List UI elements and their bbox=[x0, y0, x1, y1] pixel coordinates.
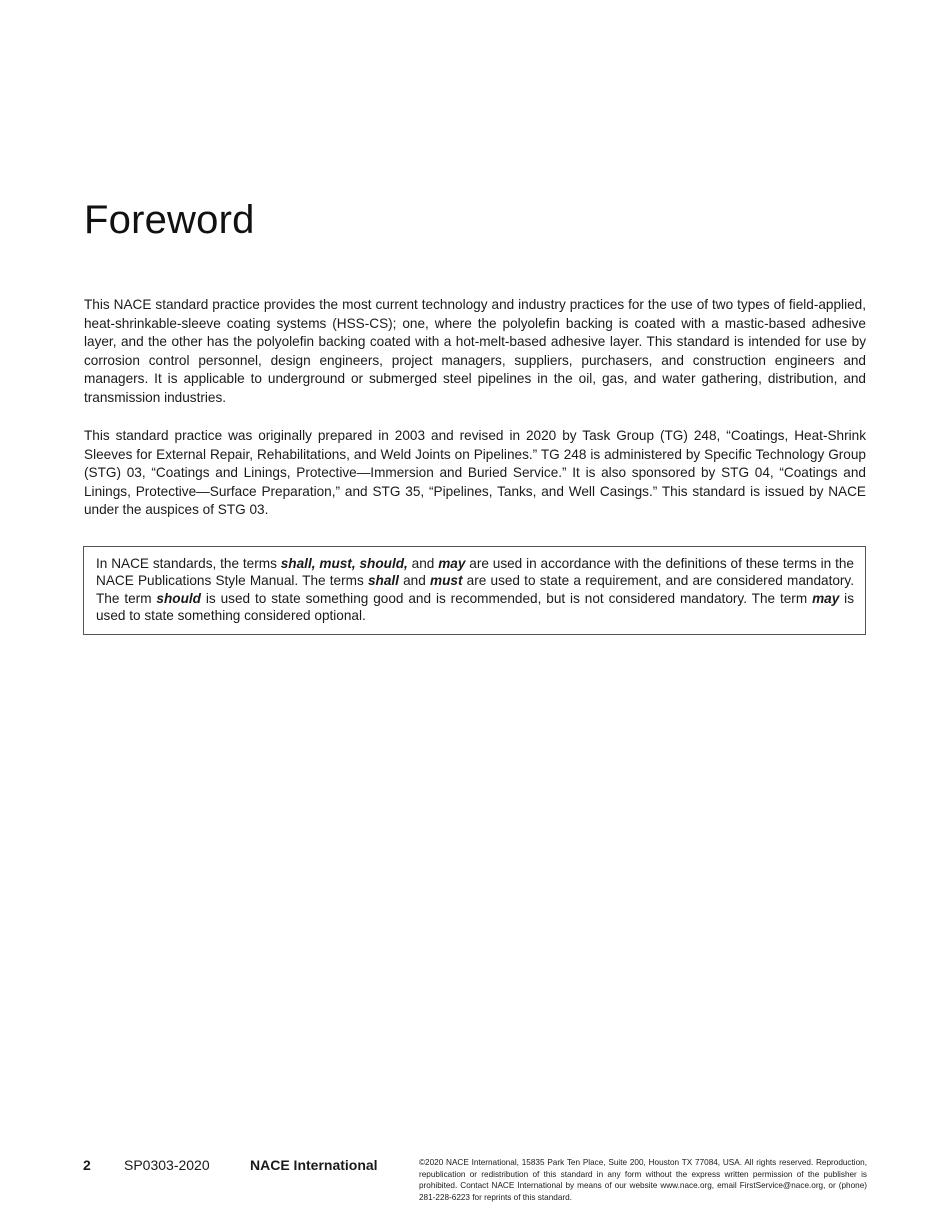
notice-term: shall bbox=[367, 573, 399, 589]
page-number: 2 bbox=[83, 1157, 91, 1173]
notice-term: may bbox=[438, 556, 466, 571]
notice-term: may bbox=[812, 590, 840, 606]
notice-text: are used to state a requirement, and are considered mandatory. The term bbox=[96, 573, 854, 606]
notice-term: must bbox=[430, 573, 463, 589]
page-title: Foreword bbox=[84, 198, 255, 242]
terminology-notice-box bbox=[83, 546, 866, 635]
notice-text: and bbox=[398, 573, 430, 589]
copyright-notice: ©2020 NACE International, 15835 Park Ten Place, Suite 200, Houston TX 77084, USA. All rights reserved. Reproduction, republication or redistribution of this standard in any form without the express written permission of the publisher is prohibited. Contact NACE International by means of our website www.nace.org, email FirstService@nace.org, or (phone) 281-228-6223 for reprints of this standard. bbox=[419, 1158, 867, 1202]
notice-term: should bbox=[156, 590, 201, 606]
foreword-paragraph-1: This NACE standard practice provides the most current technology and industry practices for the use of two types of field-applied, heat-shrinkable-sleeve coating systems (HSS-CS); one, where the polyolefin backing is coated with a mastic-based adhesive layer, and the other has the polyolefin backing coated with a hot-melt-based adhesive layer. This standard is intended for use by corrosion control personnel, design engineers, project managers, suppliers, purchasers, and construction engineers and managers. It is applicable to underground or submerged steel pipelines in the oil, gas, and water gathering, distribution, and transmission industries. bbox=[84, 297, 866, 405]
foreword-paragraph-2: This standard practice was originally prepared in 2003 and revised in 2020 by Task Group (TG) 248, “Coatings, Heat-Shrink Sleeves for External Repair, Rehabilitations, and Weld Joints on Pipelines.” TG 248 is administered by Specific Technology Group (STG) 03, “Coatings and Linings, Protective—Immersion and Buried Service.” It is also sponsored by STG 04, “Coatings and Linings, Protective—Surface Preparation,” and STG 35, “Pipelines, Tanks, and Well Casings.” This standard is issued by NACE under the auspices of STG 03. bbox=[84, 428, 866, 518]
notice-text: is used to state something good and is recommended, but is not considered mandatory. The term bbox=[200, 590, 813, 606]
organization-name: NACE International bbox=[250, 1157, 378, 1173]
notice-text: are used in accordance with the definitions of these terms in the NACE Publications Style Manual. The terms bbox=[96, 556, 854, 589]
notice-text: In NACE standards, the terms bbox=[96, 556, 281, 571]
notice-term: shall, must, should, bbox=[280, 556, 408, 571]
document-code: SP0303-2020 bbox=[124, 1157, 210, 1173]
notice-text: and bbox=[407, 556, 439, 571]
page-footer bbox=[0, 1155, 950, 1215]
notice-text: is used to state something considered optional. bbox=[96, 590, 855, 624]
